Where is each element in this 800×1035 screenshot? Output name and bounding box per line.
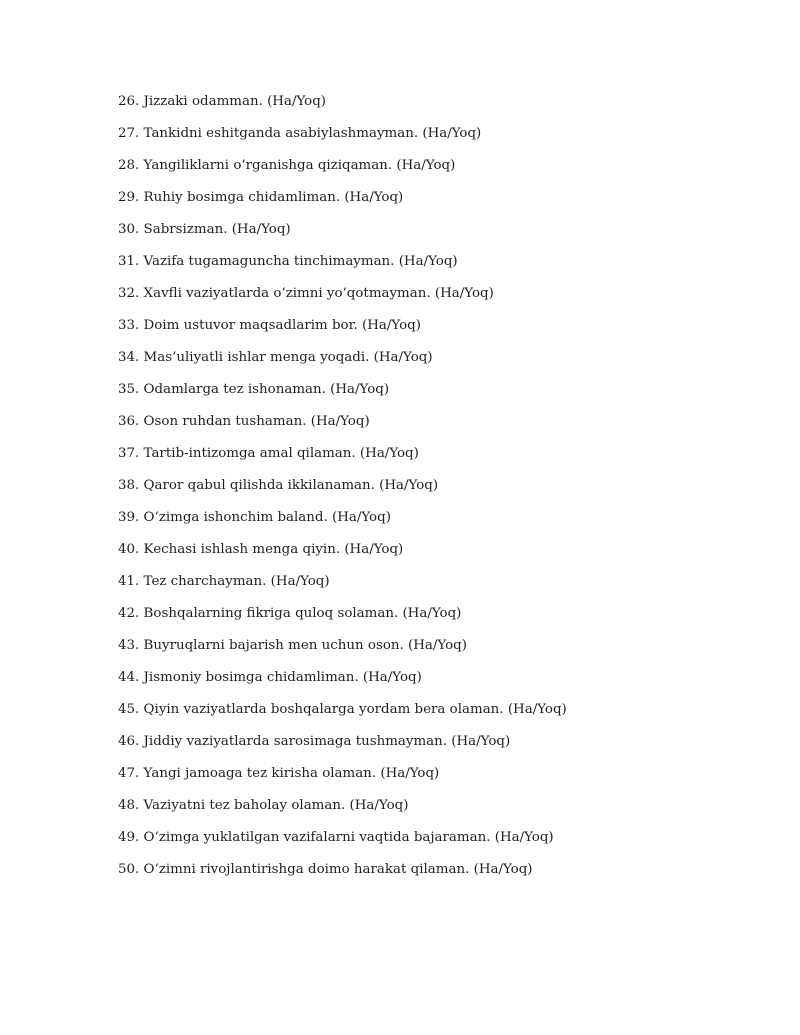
- question-item-36: 36. Oson ruhdan tushaman. (Ha/Yoq): [118, 414, 370, 429]
- question-list: [118, 92, 567, 892]
- question-item-35: 35. Odamlarga tez ishonaman. (Ha/Yoq): [118, 382, 390, 397]
- question-item-49: 49. O‘zimga yuklatilgan vazifalarni vaqtida bajaraman. (Ha/Yoq): [118, 830, 554, 845]
- question-item-41: 41. Tez charchayman. (Ha/Yoq): [118, 574, 330, 589]
- question-item-42: 42. Boshqalarning fikriga quloq solaman. (Ha/Yoq): [118, 606, 462, 621]
- question-item-44: 44. Jismoniy bosimga chidamliman. (Ha/Yoq): [118, 670, 422, 685]
- question-item-46: 46. Jiddiy vaziyatlarda sarosimaga tushmayman. (Ha/Yoq): [118, 734, 511, 749]
- question-item-37: 37. Tartib-intizomga amal qilaman. (Ha/Yoq): [118, 446, 419, 461]
- question-item-45: 45. Qiyin vaziyatlarda boshqalarga yordam bera olaman. (Ha/Yoq): [118, 702, 567, 717]
- question-item-39: 39. O‘zimga ishonchim baland. (Ha/Yoq): [118, 510, 391, 525]
- question-item-32: 32. Xavfli vaziyatlarda o‘zimni yo‘qotmayman. (Ha/Yoq): [118, 286, 494, 301]
- question-item-43: 43. Buyruqlarni bajarish men uchun oson. (Ha/Yoq): [118, 638, 467, 653]
- question-item-47: 47. Yangi jamoaga tez kirisha olaman. (Ha/Yoq): [118, 766, 440, 781]
- question-item-40: 40. Kechasi ishlash menga qiyin. (Ha/Yoq): [118, 542, 404, 557]
- question-item-50: 50. O‘zimni rivojlantirishga doimo harakat qilaman. (Ha/Yoq): [118, 862, 533, 877]
- question-item-33: 33. Doim ustuvor maqsadlarim bor. (Ha/Yoq): [118, 318, 421, 333]
- question-item-29: 29. Ruhiy bosimga chidamliman. (Ha/Yoq): [118, 190, 404, 205]
- question-item-34: 34. Mas’uliyatli ishlar menga yoqadi. (Ha/Yoq): [118, 350, 433, 365]
- question-item-26: 26. Jizzaki odamman. (Ha/Yoq): [118, 94, 327, 109]
- question-item-38: 38. Qaror qabul qilishda ikkilanaman. (Ha/Yoq): [118, 478, 439, 493]
- question-item-48: 48. Vaziyatni tez baholay olaman. (Ha/Yoq): [118, 798, 409, 813]
- question-item-31: 31. Vazifa tugamaguncha tinchimayman. (Ha/Yoq): [118, 254, 458, 269]
- question-item-27: 27. Tankidni eshitganda asabiylashmayman. (Ha/Yoq): [118, 126, 482, 141]
- question-item-28: 28. Yangiliklarni o‘rganishga qiziqaman. (Ha/Yoq): [118, 158, 456, 173]
- question-item-30: 30. Sabrsizman. (Ha/Yoq): [118, 222, 291, 237]
